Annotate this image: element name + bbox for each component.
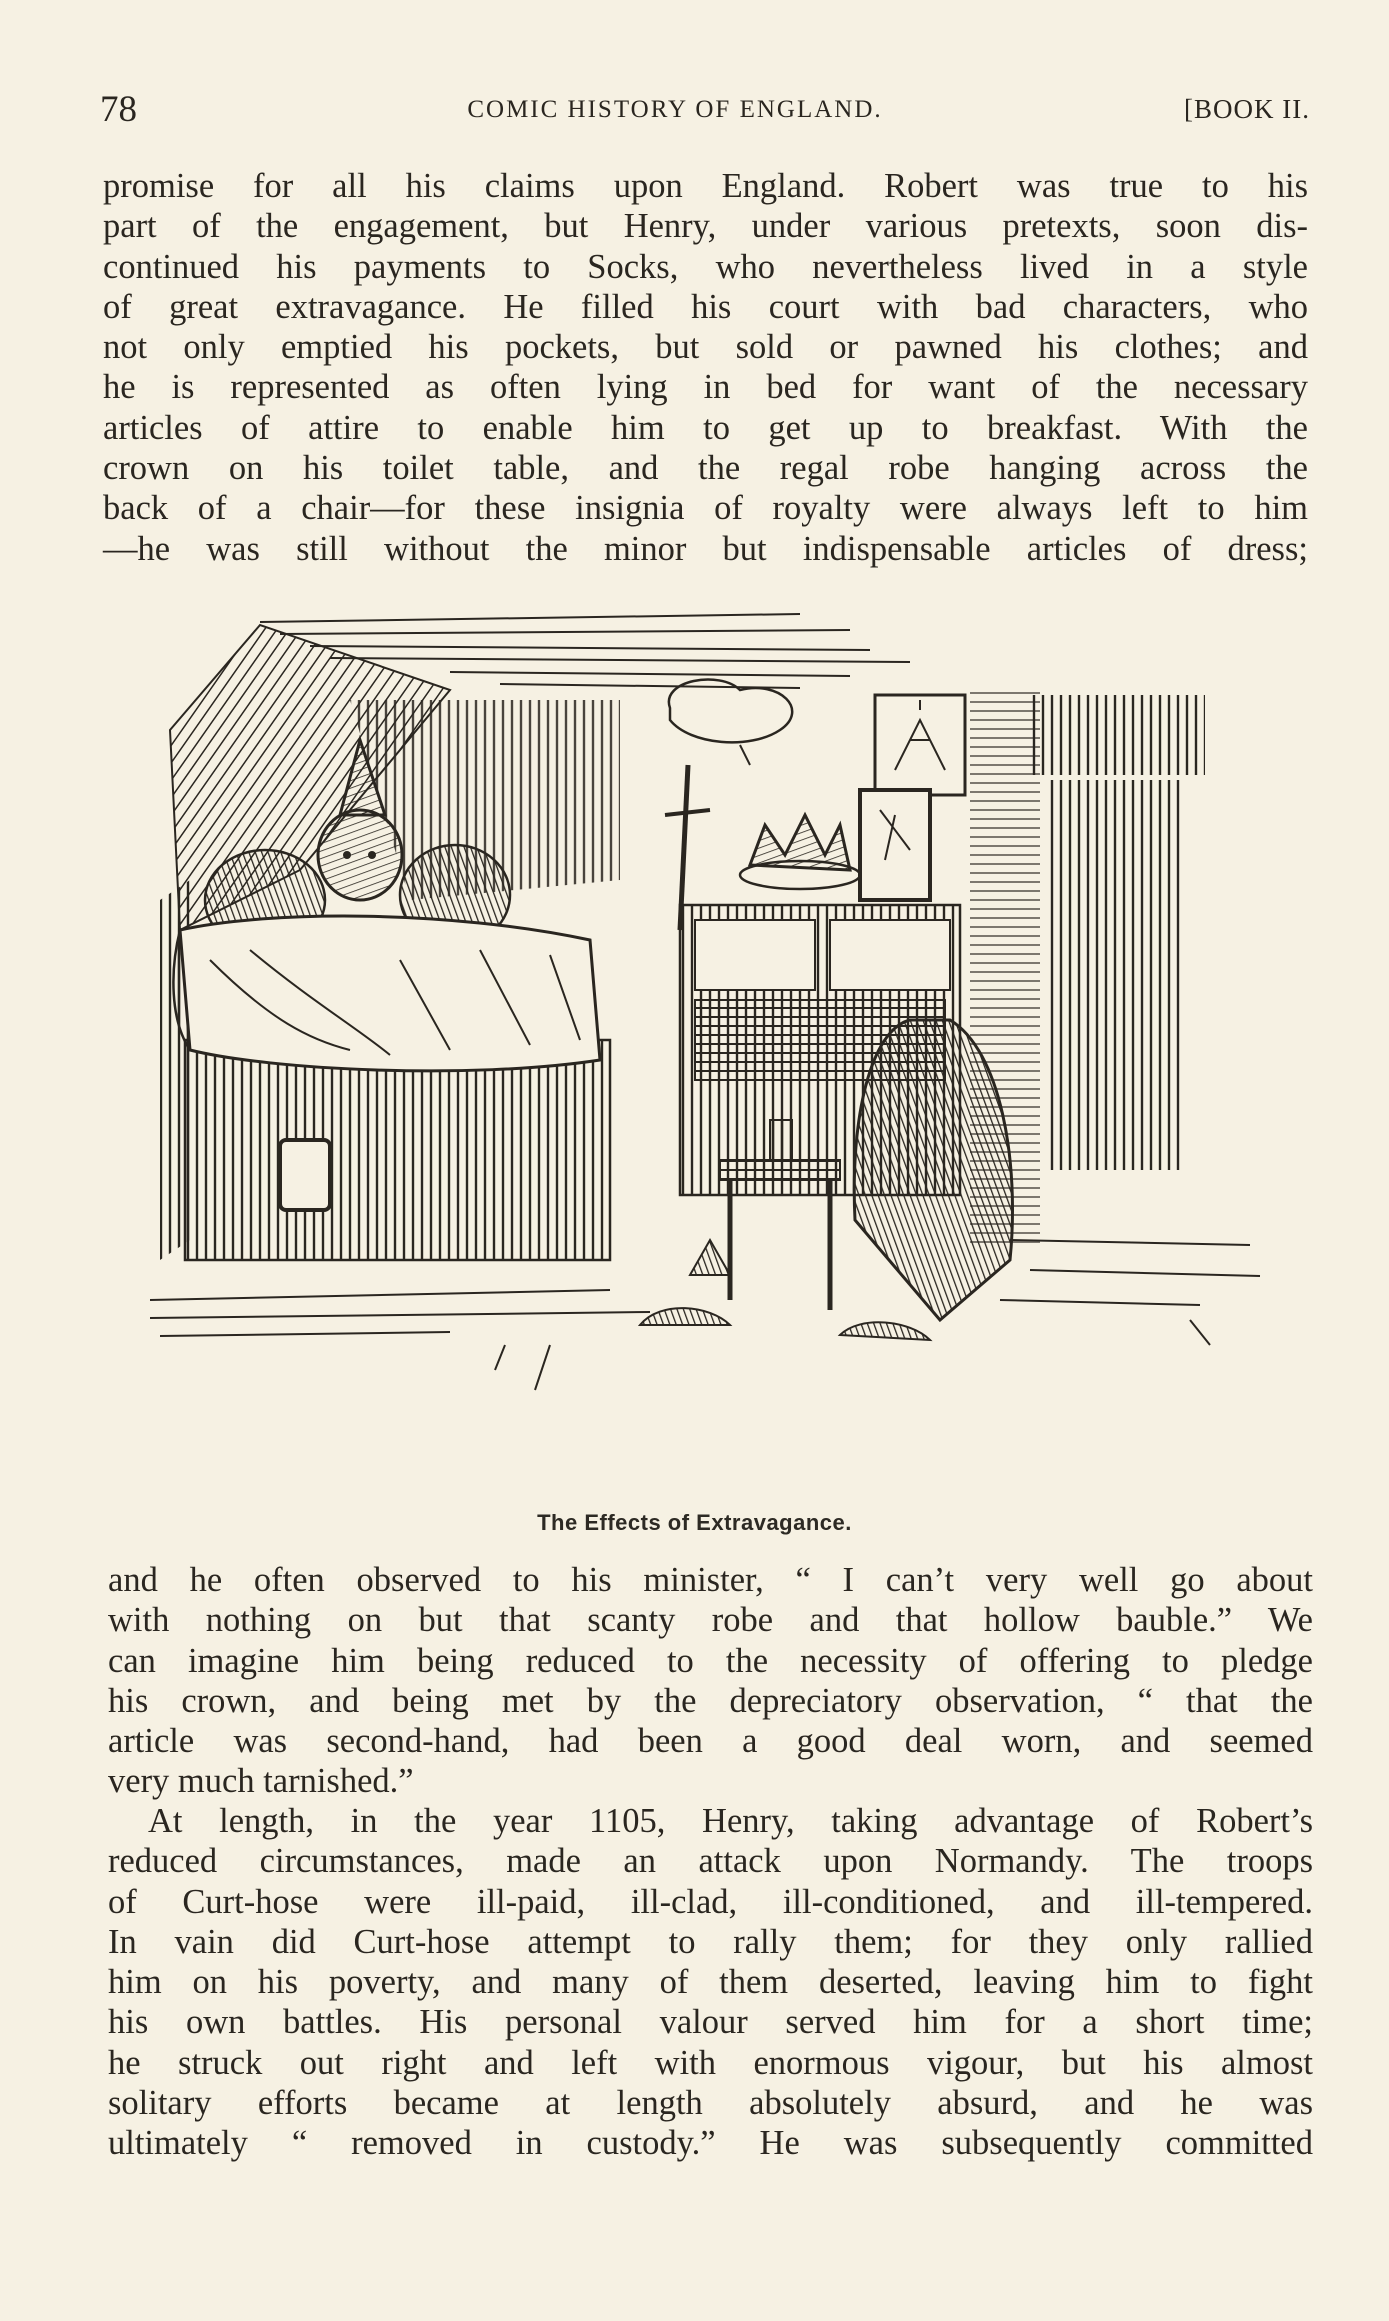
- illustration-bedroom: [150, 600, 1265, 1480]
- text-line: articles of attire to enable him to get up to breakfast. With the: [103, 408, 1308, 447]
- text-line: him on his poverty, and many of them deserted, leaving him to fight: [108, 1963, 1313, 2002]
- figure-caption: The Effects of Extravagance.: [537, 1510, 852, 1535]
- paragraph-middle: [108, 1560, 1313, 1802]
- text-line: his own battles. His personal valour served him for a short time;: [108, 2003, 1313, 2042]
- text-line: of Curt-hose were ill-paid, ill-clad, ill-conditioned, and ill-tempered.: [108, 1882, 1313, 1921]
- text-line: continued his payments to Socks, who nevertheless lived in a style: [103, 247, 1308, 286]
- text-line: solitary efforts became at length absolutely absurd, and he was: [108, 2084, 1313, 2123]
- text-line: In vain did Curt-hose attempt to rally them; for they only rallied: [108, 1922, 1313, 1961]
- text-line: and he often observed to his minister, “ I can’t very well go about: [108, 1561, 1313, 1599]
- text-line: part of the engagement, but Henry, under various pretexts, soon dis-: [103, 207, 1308, 246]
- text-line: back of a chair—for these insignia of royalty were always left to him: [103, 489, 1308, 528]
- running-header: [100, 88, 1310, 138]
- text-line: At length, in the year 1105, Henry, taking advantage of Robert’s: [148, 1802, 1313, 1840]
- text-line: promise for all his claims upon England. Robert was true to his: [103, 167, 1308, 205]
- text-line: reduced circumstances, made an attack upon Normandy. The troops: [108, 1842, 1313, 1881]
- text-line: with nothing on but that scanty robe and that hollow bauble.” We: [108, 1601, 1313, 1640]
- text-line: he is represented as often lying in bed for want of the necessary: [103, 368, 1308, 407]
- text-line: he struck out right and left with enormous vigour, but his almost: [108, 2043, 1313, 2082]
- text-line: his crown, and being met by the depreciatory observation, “ that the: [108, 1681, 1313, 1720]
- text-line: —he was still without the minor but indispensable articles of dress;: [103, 529, 1308, 568]
- text-line: not only emptied his pockets, but sold or pawned his clothes; and: [103, 328, 1308, 367]
- book-label: [BOOK II.: [1184, 94, 1310, 124]
- text-line: of great extravagance. He filled his court with bad characters, who: [103, 287, 1308, 326]
- text-line: crown on his toilet table, and the regal robe hanging across the: [103, 449, 1308, 488]
- running-title: COMIC HISTORY OF ENGLAND.: [467, 96, 883, 123]
- text-line: can imagine him being reduced to the necessity of offering to pledge: [108, 1641, 1313, 1680]
- text-line: article was second-hand, had been a good deal worn, and seemed: [108, 1722, 1313, 1761]
- paragraph-top: [103, 166, 1308, 569]
- text-line: ultimately “ removed in custody.” He was subsequently committed: [108, 2124, 1313, 2163]
- paragraph-bottom: [108, 1801, 1313, 2164]
- text-line: very much tarnished.”: [108, 1762, 414, 1801]
- page-number: 78: [100, 89, 137, 130]
